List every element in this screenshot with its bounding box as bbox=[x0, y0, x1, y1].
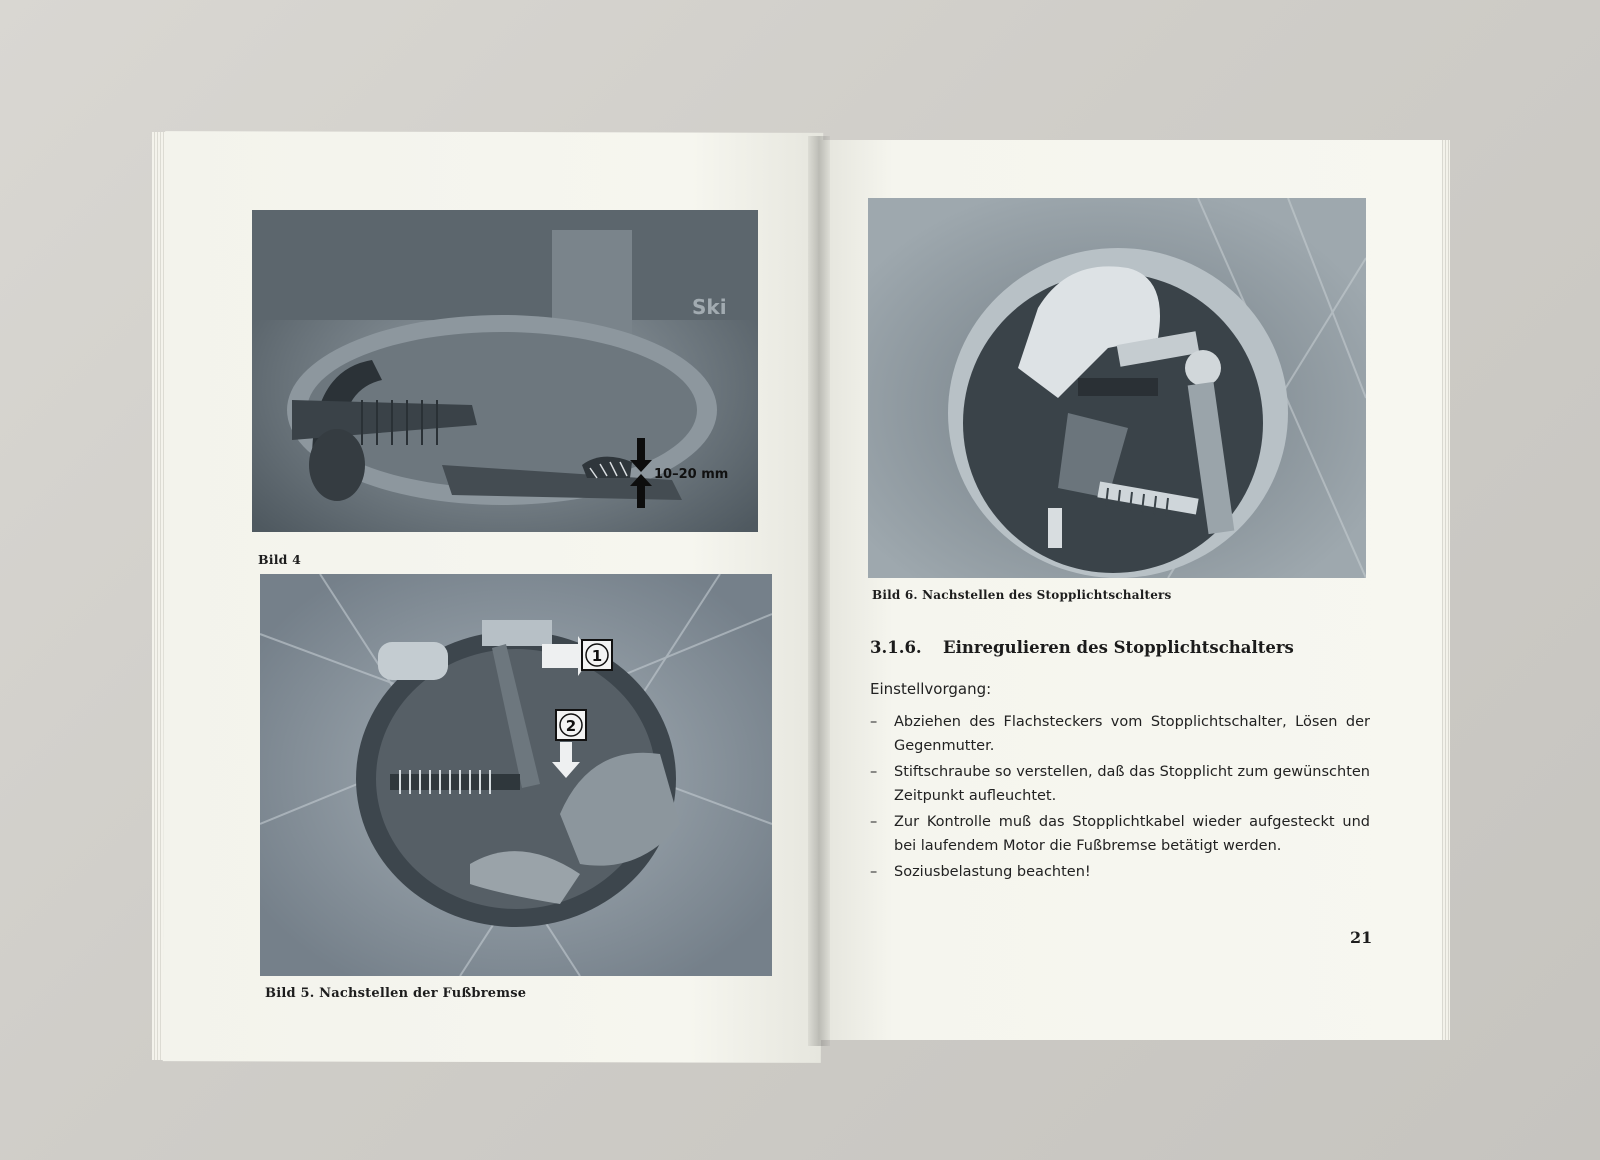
procedure-step: – Stiftschraube so verstellen, daß das Stopplicht zum gewünschten Zeitpunkt aufleuchtet. bbox=[870, 764, 1370, 804]
section-title: Einregulieren des Stopplichtschalters bbox=[943, 638, 1294, 657]
procedure-step: – Soziusbelastung beachten! bbox=[870, 864, 1091, 880]
procedure-step: – Zur Kontrolle muß das Stopplichtkabel wieder aufgesteckt und bei laufendem Motor die Fußbremse betätigt werden. bbox=[870, 814, 1370, 854]
section-heading bbox=[870, 638, 1294, 657]
page-number: 21 bbox=[1350, 928, 1373, 947]
figure-4-measurement-label: 10–20 mm bbox=[654, 467, 729, 482]
figure-5-photo bbox=[260, 574, 772, 976]
figure-6-photo bbox=[868, 198, 1366, 578]
figure-5-callout-2: 2 bbox=[565, 717, 577, 735]
figure-6-caption: Bild 6. Nachstellen des Stopplichtschalters bbox=[872, 588, 1172, 602]
figure-5-callout-1: 1 bbox=[591, 647, 603, 665]
procedure-intro: Einstellvorgang: bbox=[870, 680, 992, 698]
figure-5-caption: Bild 5. Nachstellen der Fußbremse bbox=[265, 986, 527, 1001]
figure-4-marker-label: Ski bbox=[692, 295, 727, 319]
figure-4-caption: Bild 4 bbox=[258, 552, 302, 567]
procedure-steps bbox=[870, 710, 1370, 886]
page-gutter bbox=[808, 136, 830, 1046]
section-number: 3.1.6. bbox=[870, 638, 922, 657]
procedure-step: – Abziehen des Flachsteckers vom Stopplichtschalter, Lösen der Gegenmutter. bbox=[870, 714, 1370, 754]
figure-4-photo bbox=[252, 210, 758, 532]
